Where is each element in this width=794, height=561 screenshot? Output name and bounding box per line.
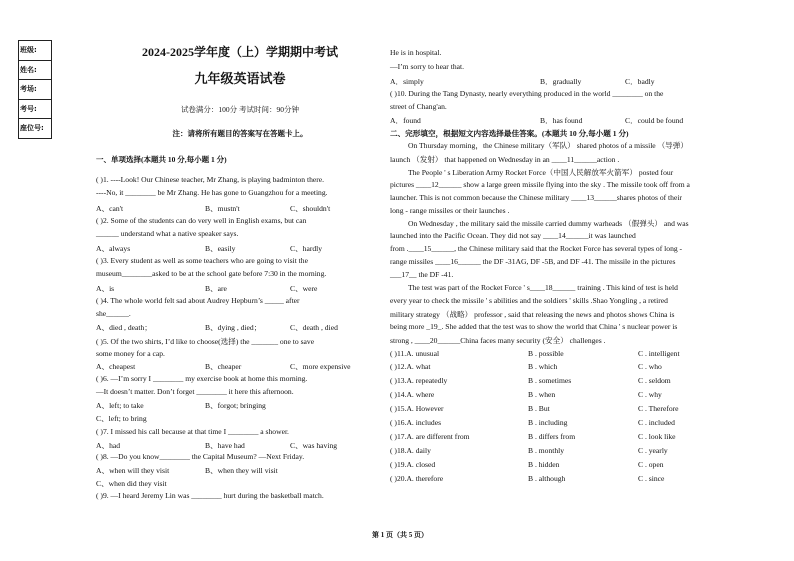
info-name-label: 姓名: [19,60,52,80]
passage-line: launched into the Pacific Ocean. They did not say ____14______it was launched [390,231,636,240]
passage-option: B．gradually [540,77,582,86]
passage-line: A．found [390,116,421,125]
passage-line: launch （发射） that happened on Wednesday in an ____11______action . [390,155,620,164]
question-option: C、were [290,284,318,293]
question-option: B、mustn't [205,204,240,213]
question-line: ( )7. I missed his call because at that time I ________ a shower. [96,427,289,436]
passage-option: B . But [528,404,550,413]
question-line: ( )6. —I’m sorry I ________ my exercise book at home this morning. [96,374,308,383]
question-option: C、more expensive [290,362,351,371]
question-line: A、is [96,284,115,293]
passage-line: ( )17.A. are different from [390,432,470,441]
info-seat-label: 座位号: [19,119,52,139]
question-option: B、cheaper [205,362,242,371]
question-option: C、was having [290,441,338,450]
question-line: ----No, it ________ be Mr Zhang. He has gone to Guangzhou for a meeting. [96,188,328,197]
question-option: B、are [205,284,227,293]
question-line: some money for a cap. [96,349,165,358]
passage-option: B . when [528,390,556,399]
passage-line: ( )19.A. closed [390,460,436,469]
question-line: A、left; to take [96,401,144,410]
info-room-label: 考场: [19,80,52,100]
passage-line: ( )15.A. However [390,404,444,413]
passage-line: The People ' s Liberation Army Rocket Force（中国人民解放军火箭军） posted four [408,168,674,177]
question-option: C、shouldn't [290,204,331,213]
passage-line: ( )18.A. daily [390,446,431,455]
passage-line: On Wednesday , the military said the missile carried dummy warheads （假弹头） and was [408,219,689,228]
passage-line: The test was part of the Rocket Force ' s____18______ training . This kind of test is held [408,283,678,292]
question-option: B、have had [205,441,245,450]
page-footer: 第 1 页（共 5 页） [372,531,428,539]
passage-option: B . hidden [528,460,560,469]
question-line: ( )1. ----Look! Our Chinese teacher, Mr Zhang, is playing badminton there. [96,175,325,184]
passage-line: ( )11.A. unusual [390,349,440,358]
question-line: museum________asked to be at the school gate before 7:30 in the morning. [96,269,327,278]
passage-line: ( )20.A. therefore [390,474,444,483]
student-info-table [18,40,52,139]
question-line: A、cheapest [96,362,136,371]
question-line: she______. [96,309,131,318]
info-number-label: 考号: [19,99,52,119]
passage-line: A．simply [390,77,424,86]
question-line: C、when did they visit [96,479,167,488]
passage-line: He is in hospital. [390,48,442,57]
passage-option: C．could be found [625,116,684,125]
question-line: ( )9. —I heard Jeremy Lin was ________ hurt during the basketball match. [96,491,324,500]
question-line: ( )2. Some of the students can do very well in English exams, but can [96,216,307,225]
passage-line: pictures ____12______ show a large green missile flying into the sky . The missile took off from a [390,180,690,189]
question-option: B、forgot; bringing [205,401,266,410]
passage-line: 二、完形填空，根据短文内容选择最佳答案。(本题共 10 分,每小题 1 分) [390,129,629,138]
passage-option: C . who [638,362,662,371]
passage-line: —I’m sorry to hear that. [390,62,465,71]
passage-option: C . yearly [638,446,668,455]
question-line: ( )4. The whole world felt sad about Audrey Hepburn’s _____ after [96,296,300,305]
passage-option: B . possible [528,349,564,358]
exam-meta: 试卷满分：100分 考试时间：90分钟 [180,105,300,114]
passage-line: every year to check the missile ' s abilities and the soldiers ' skills .Shao Yongling , a retired [390,296,668,305]
passage-option: B．has found [540,116,583,125]
exam-title: 2024-2025学年度（上）学期期中考试 [142,45,338,59]
passage-option: B . which [528,362,558,371]
question-line: A、when will they visit [96,466,170,475]
passage-line: military strategy （战略） professor , said that releasing the news and photos shows China is [390,310,675,319]
passage-line: strong , ____20______China faces many security (安全） challenges . [390,336,606,345]
passage-line: ( )10. During the Tang Dynasty, nearly everything produced in the world ________ on the [390,89,664,98]
question-line: ( )5. Of the two shirts, I’d like to choose(选择) the _______ one to save [96,337,315,346]
question-line: C、left; to bring [96,414,147,423]
passage-line: ( )13.A. repeatedly [390,376,448,385]
passage-option: B . although [528,474,566,483]
passage-option: B . monthly [528,446,565,455]
passage-line: ( )14.A. where [390,390,435,399]
passage-line: street of Chang'an. [390,102,447,111]
passage-line: being more _19_. She added that the test was to show the world that China ' s nuclear power is [390,322,678,331]
question-option: B、dying , died； [205,323,262,332]
question-line: —It doesn’t matter. Don’t forget ________ it here this afternoon. [96,387,294,396]
passage-option: C . included [638,418,675,427]
exam-note: 注：请将所有题目的答案写在答题卡上。 [172,129,308,138]
question-option: B、easily [205,244,236,253]
question-line: ( )3. Every student as well as some teachers who are going to visit the [96,256,308,265]
question-line: A、can't [96,204,124,213]
question-line: ______ understand what a native speaker says. [96,229,239,238]
question-line: ( )8. —Do you know________ the Capital Museum? —Next Friday. [96,452,305,461]
passage-option: C . intelligent [638,349,680,358]
passage-option: C . look like [638,432,676,441]
passage-option: B . including [528,418,568,427]
question-option: B、when they will visit [205,466,278,475]
passage-option: C . why [638,390,662,399]
passage-line: launcher. This is not common because the Chinese military ____13______shares photos of their [390,193,682,202]
passage-option: C．badly [625,77,655,86]
passage-option: B . sometimes [528,376,572,385]
passage-line: range missiles ____16______ the DF -31AG, DF -5B, and DF -41. The missile in the pictures [390,257,676,266]
question-line: A、died , death； [96,323,152,332]
passage-option: C . open [638,460,664,469]
info-class-label: 班级: [19,41,52,61]
passage-line: ( )12.A. what [390,362,431,371]
passage-line: On Thursday morning，the Chinese military（军队） shared photos of a missile （导弹） [408,141,688,150]
passage-line: ___17__ the DF -41. [390,270,454,279]
passage-option: C . Therefore [638,404,679,413]
question-option: C、death , died [290,323,338,332]
passage-option: C . since [638,474,665,483]
question-line: A、had [96,441,121,450]
passage-option: B . differs from [528,432,576,441]
exam-subtitle: 九年级英语试卷 [194,71,286,86]
question-line: A、always [96,244,131,253]
section-one-heading: 一、单项选择(本题共 10 分,每小题 1 分) [96,155,227,164]
passage-option: C . seldom [638,376,671,385]
passage-line: long - range missiles or their launches . [390,206,510,215]
passage-line: ( )16.A. includes [390,418,442,427]
question-option: C、hardly [290,244,323,253]
passage-line: from .____15______, the Chinese military said that the Rocket Force has several types of long - [390,244,683,253]
